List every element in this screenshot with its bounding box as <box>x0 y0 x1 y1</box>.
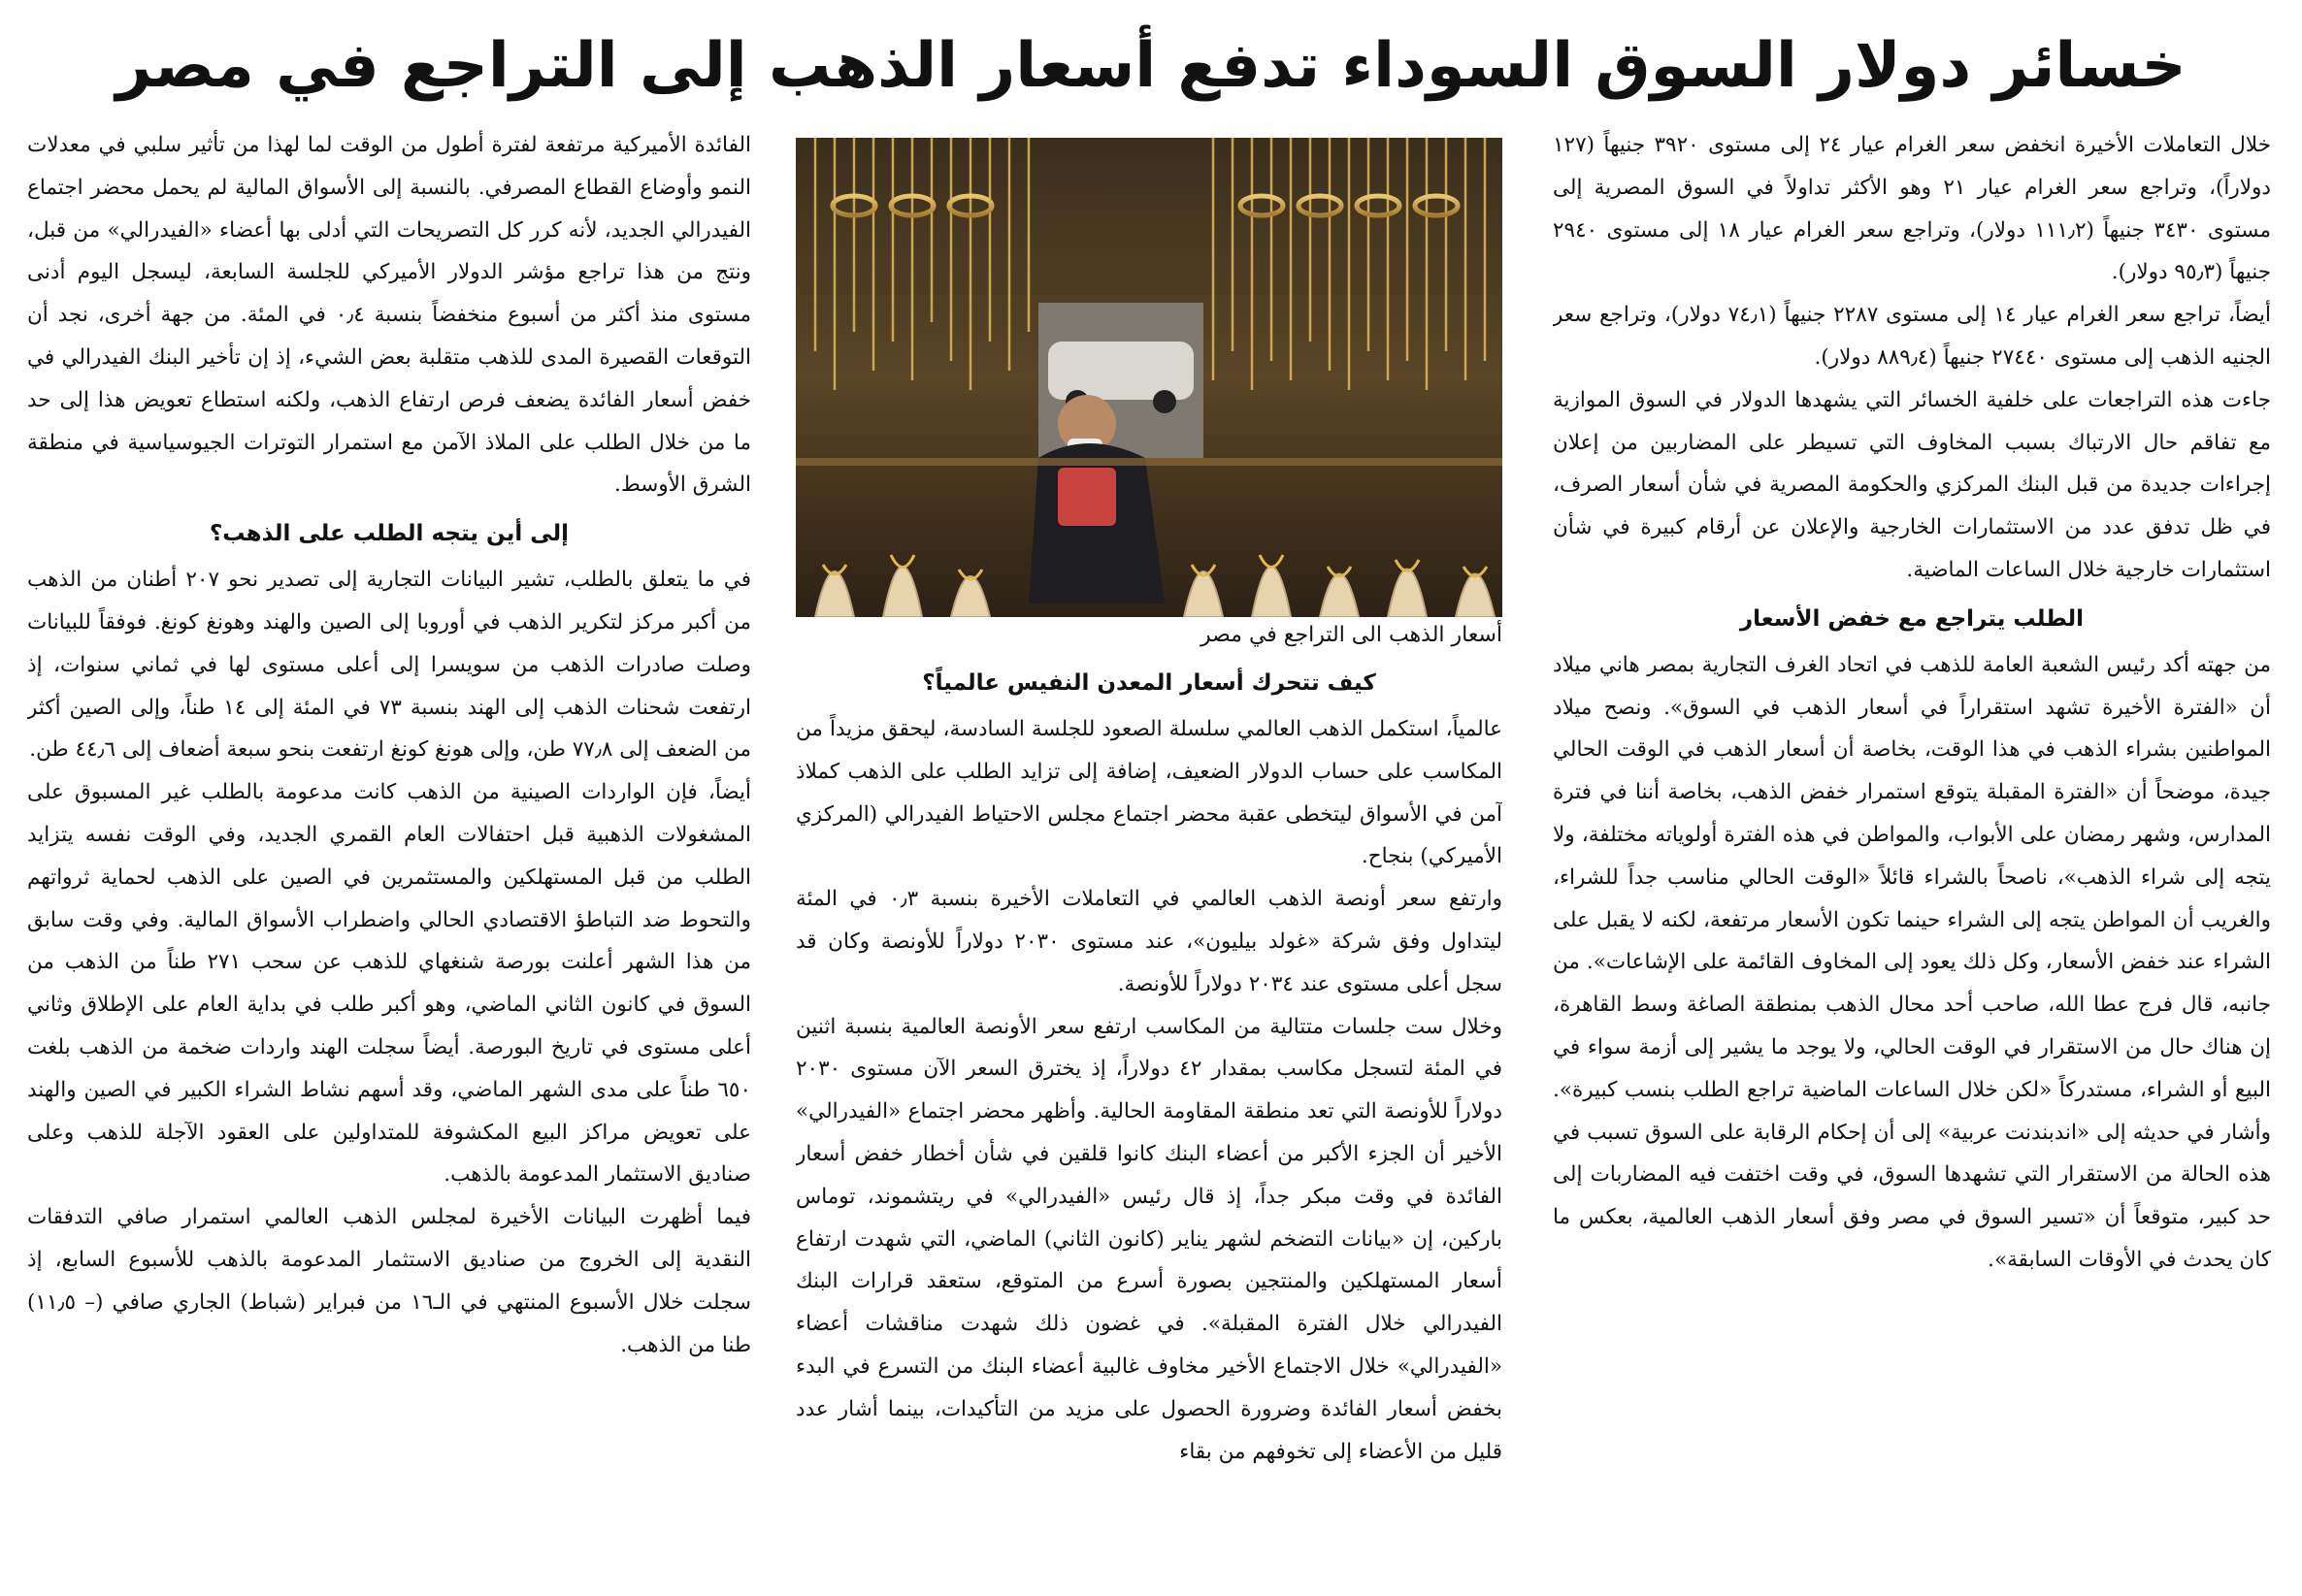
paragraph: أيضاً، تراجع سعر الغرام عيار ١٤ إلى مستوى ٢٢٨٧ جنيهاً (٧٤٫١ دولار)، وتراجع سعر الجنيه الذهب إلى مستوى ٢٧٤٤٠ جنيهاً (٨٨٩٫٤ دولار). <box>1553 303 2271 370</box>
paragraph: عالمياً، استكمل الذهب العالمي سلسلة الصعود للجلسة السادسة، ليحقق مزيداً من المكاسب على حساب الدولار الضعيف، إضافة إلى تزايد الطلب على الذهب كملاذ آمن في الأسواق ليتخطى عقبة محضر اجتماع مجلس الاحتياط الفيدرالي (المركزي الأميركي) بنجاح. <box>796 717 1502 869</box>
paragraph: وخلال ست جلسات متتالية من المكاسب ارتفع سعر الأونصة العالمية بنسبة اثنين في المئة لتسجل مكاسب بمقدار ٤٢ دولاراً، إذ يخترق السعر الآن مستوى ٢٠٣٠ دولاراً للأونصة التي تعد منطقة المقاومة الحالية. وأظهر محضر اجتماع «الفيدرالي» الأخير أن الجزء الأكبر من أعضاء البنك كانوا قلقين في شأن أخطار خفض أسعار الفائدة في وقت مبكر جداً، إذ قال رئيس «الفيدرالي» في ريتشموند، توماس باركين، إن «بيانات التضخم لشهر يناير (كانون الثاني) الماضي، التي شهدت ارتفاع أسعار المستهلكين والمنتجين بصورة أسرع من المتوقع، ستعقد قرارات البنك الفيدرالي خلال الفترة المقبلة». في غضون ذلك شهدت مناقشات أعضاء «الفيدرالي» خلال الاجتماع الأخير مخاوف غالبية أعضاء البنك من التسرع في البدء بخفض أسعار الفائدة وضرورة الحصول على مزيد من التأكيدات، بينما أشار عدد قليل من الأعضاء إلى تخوفهم من بقاء <box>796 1014 1502 1464</box>
article-photo <box>796 138 1502 617</box>
article-column-right <box>1553 124 2271 1584</box>
paragraph: فيما أظهرت البيانات الأخيرة لمجلس الذهب العالمي استمرار صافي التدفقات النقدية إلى الخروج من صناديق الاستثمار المدعومة بالذهب للأسبوع السابع، إذ سجلت خلال الأسبوع المنتهي في الـ١٦ من فبراير (شباط) الجاري صافي (– ١١٫٥) طنا من الذهب. <box>27 1205 751 1357</box>
paragraph: في ما يتعلق بالطلب، تشير البيانات التجارية إلى تصدير نحو ٢٠٧ أطنان من الذهب من أكبر مركز لتكرير الذهب في أوروبا إلى الصين والهند وهونغ كونغ. فوفقاً للبيانات وصلت صادرات الذهب من سويسرا إلى أعلى مستوى لها في ثماني سنوات، إذ ارتفعت شحنات الذهب إلى الهند بنسبة ٧٣ في المئة إلى ١٤ طناً، وإلى الصين أكثر من الضعف إلى ٧٧٫٨ طن، وإلى هونغ كونغ ارتفعت بنحو سبعة أضعاف إلى ٤٤٫٦ طن. <box>27 568 751 763</box>
headline: خسائر دولار السوق السوداء تدفع أسعار الذهب إلى التراجع في مصر <box>115 30 2187 102</box>
paragraph: جاءت هذه التراجعات على خلفية الخسائر التي يشهدها الدولار في السوق الموازية مع تفاقم حال الارتباك بسبب المخاوف التي تسيطر على المضاربين من إعلان إجراءات جديدة من قبل البنك المركزي والحكومة المصرية في شأن أسعار الصرف، في ظل تدفق عدد من الاستثمارات الخارجية والإعلان عن أرقام كبيرة في شأن استثمارات خارجية خلال الساعات الماضية. <box>1553 387 2271 582</box>
paragraph: وارتفع سعر أونصة الذهب العالمي في التعاملات الأخيرة بنسبة ٠٫٣ في المئة ليتداول وفق شركة «غولد بيليون»، عند مستوى ٢٠٣٠ دولاراً للأونصة وكان قد سجل أعلى مستوى عند ٢٠٣٤ دولاراً للأونصة. <box>796 887 1502 996</box>
article-column-left <box>27 124 751 1584</box>
photo-caption: أسعار الذهب الى التراجع في مصر <box>1200 623 1502 647</box>
paragraph: أيضاً، فإن الواردات الصينية من الذهب كانت مدعومة بالطلب غير المسبوق على المشغولات الذهبية قبل احتفالات العام القمري الجديد، وفي الوقت نفسه يتزايد الطلب من قبل المستهلكين والمستثمرين في الصين على الذهب لحماية ثرواتهم والتحوط ضد التباطؤ الاقتصادي الحالي واضطراب الأسواق المالية. وفي وقت سابق من هذا الشهر أعلنت بورصة شنغهاي للذهب عن سحب ٢٧١ طناً من الذهب من السوق في كانون الثاني الماضي، وهو أكبر طلب في بداية العام على الإطلاق وثاني أعلى مستوى في تاريخ البورصة. أيضاً سجلت الهند واردات ضخمة من الذهب بلغت ٦٥٠ طناً على مدى الشهر الماضي، وقد أسهم نشاط الشراء الكبير في الصين والهند على تعويض مراكز البيع المكشوفة للمتداولين على العقود الآجلة للذهب وعلى صناديق الاستثمار المدعومة بالذهب. <box>27 780 751 1188</box>
gold-shop-photo <box>796 138 1502 617</box>
section-subhead: إلى أين يتجه الطلب على الذهب؟ <box>209 521 570 547</box>
article-column-middle <box>796 656 1502 1584</box>
section-subhead: الطلب يتراجع مع خفض الأسعار <box>1739 605 2085 632</box>
paragraph: الفائدة الأميركية مرتفعة لفترة أطول من الوقت لما لهذا من تأثير سلبي في معدلات النمو وأوضاع القطاع المصرفي. بالنسبة إلى الأسواق المالية لم يحمل محضر اجتماع الفيدرالي الجديد، لأنه كرر كل التصريحات التي أدلى بها أعضاء «الفيدرالي» من قبل، ونتج من هذا تراجع مؤشر الدولار الأميركي للجلسة السابعة، ليسجل اليوم أدنى مستوى منذ أكثر من أسبوع منخفضاً بنسبة ٠٫٤ في المئة. من جهة أخرى، نجد أن التوقعات القصيرة المدى للذهب متقلبة بعض الشيء، إذ إن تأخير البنك الفيدرالي في خفض أسعار الفائدة يضعف فرص ارتفاع الذهب، ولكنه استطاع تعويض هذا إلى حد ما من خلال الطلب على الملاذ الآمن مع استمرار التوترات الجيوسياسية في منطقة الشرق الأوسط. <box>27 133 751 498</box>
paragraph: خلال التعاملات الأخيرة انخفض سعر الغرام عيار ٢٤ إلى مستوى ٣٩٢٠ جنيهاً (١٢٧ دولاراً)، وتراجع سعر الغرام عيار ٢١ وهو الأكثر تداولاً في السوق المصرية إلى مستوى ٣٤٣٠ جنيهاً (١١١٫٢ دولار)، وتراجع سعر الغرام عيار ١٨ إلى مستوى ٢٩٤٠ جنيهاً (٩٥٫٣ دولار). <box>1553 133 2271 285</box>
section-subhead: كيف تتحرك أسعار المعدن النفيس عالمياً؟ <box>922 670 1376 696</box>
paragraph: من جهته أكد رئيس الشعبة العامة للذهب في اتحاد الغرف التجارية بمصر هاني ميلاد أن «الفترة الأخيرة تشهد استقراراً في أسعار الذهب في السوق». ونصح ميلاد المواطنين بشراء الذهب في هذا الوقت، بخاصة أن أسعار الذهب في الوقت الحالي جيدة، موضحاً أن «الفترة المقبلة يتوقع استمرار خفض الذهب، بخاصة أننا في فترة المدارس، وشهر رمضان على الأبواب، والمواطن في هذه الفترة أولوياته مختلفة، ولا يتجه إلى شراء الذهب»، ناصحاً بالشراء قائلاً «الوقت الحالي مناسب جداً للشراء، والغريب أن المواطن يتجه إلى الشراء حينما تكون الأسعار مرتفعة، لكنه لا يقبل على الشراء عند خفض الأسعار، وكل ذلك يعود إلى المخاوف القائمة على الإشاعات». من جانبه، قال فرج عطا الله، صاحب أحد محال الذهب بمنطقة الصاغة وسط القاهرة، إن هناك حال من الاستقرار في الوقت الحالي، ولا يوجد ما يشير إلى أزمة سواء في البيع أو الشراء، مستدركاً «لكن خلال الساعات الماضية تراجع الطلب بنسب كبيرة». وأشار في حديثه إلى «اندبندنت عربية» إلى أن إحكام الرقابة على السوق تسبب في هذه الحالة من الاستقرار التي تشهدها السوق، في وقت اختفت فيه المضاربات إلى حد كبير، متوقعاً أن «تسير السوق في مصر وفق أسعار الذهب العالمية، بعكس ما كان يحدث في الأوقات السابقة». <box>1553 652 2271 1272</box>
